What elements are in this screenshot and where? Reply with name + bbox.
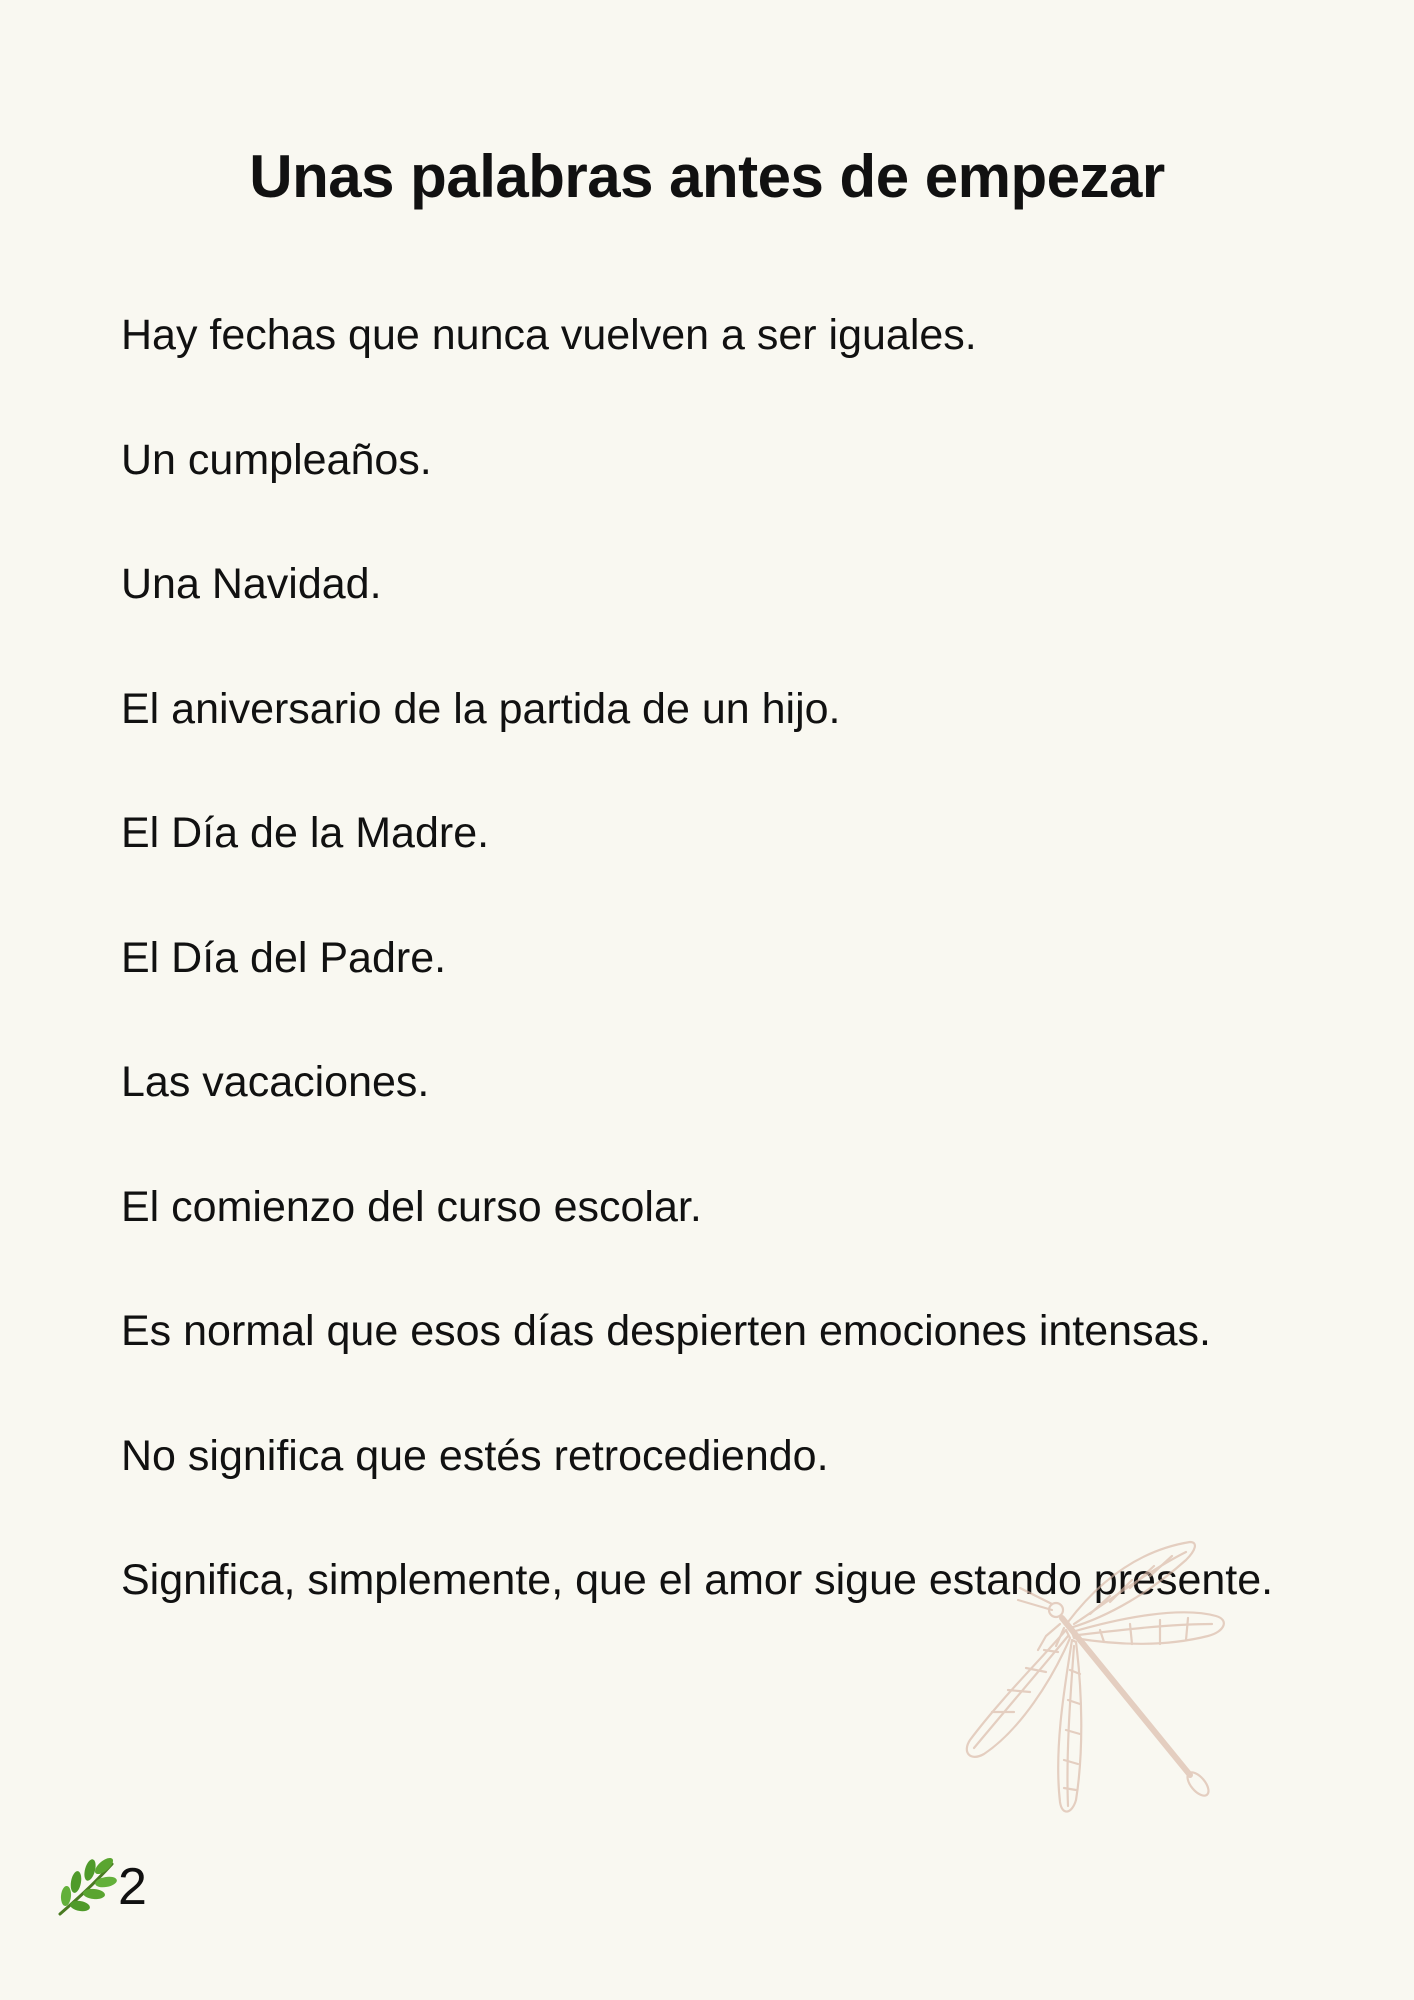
paragraph: No significa que estés retrocediendo. xyxy=(121,1431,829,1480)
page-title: Unas palabras antes de empezar xyxy=(249,143,1165,210)
leaf-icon xyxy=(54,1856,120,1918)
paragraph: El Día del Padre. xyxy=(121,933,447,982)
paragraph: Hay fechas que nunca vuelven a ser iguales. xyxy=(121,311,977,359)
page-number: 2 xyxy=(118,1858,147,1916)
paragraph: Significa, simplemente, que el amor sigue estando presente. xyxy=(121,1556,1274,1604)
body-text xyxy=(121,305,1321,1675)
paragraph: El aniversario de la partida de un hijo. xyxy=(121,684,841,733)
paragraph: Las vacaciones. xyxy=(121,1058,430,1106)
paragraph: Una Navidad. xyxy=(121,560,382,608)
paragraph: Un cumpleaños. xyxy=(121,435,432,484)
page-footer xyxy=(54,1856,147,1918)
dragonfly-icon xyxy=(960,1540,1240,1820)
paragraph: El comienzo del curso escolar. xyxy=(121,1182,702,1231)
paragraph: El Día de la Madre. xyxy=(121,809,490,857)
paragraph: Es normal que esos días despierten emociones intensas. xyxy=(121,1307,1211,1355)
